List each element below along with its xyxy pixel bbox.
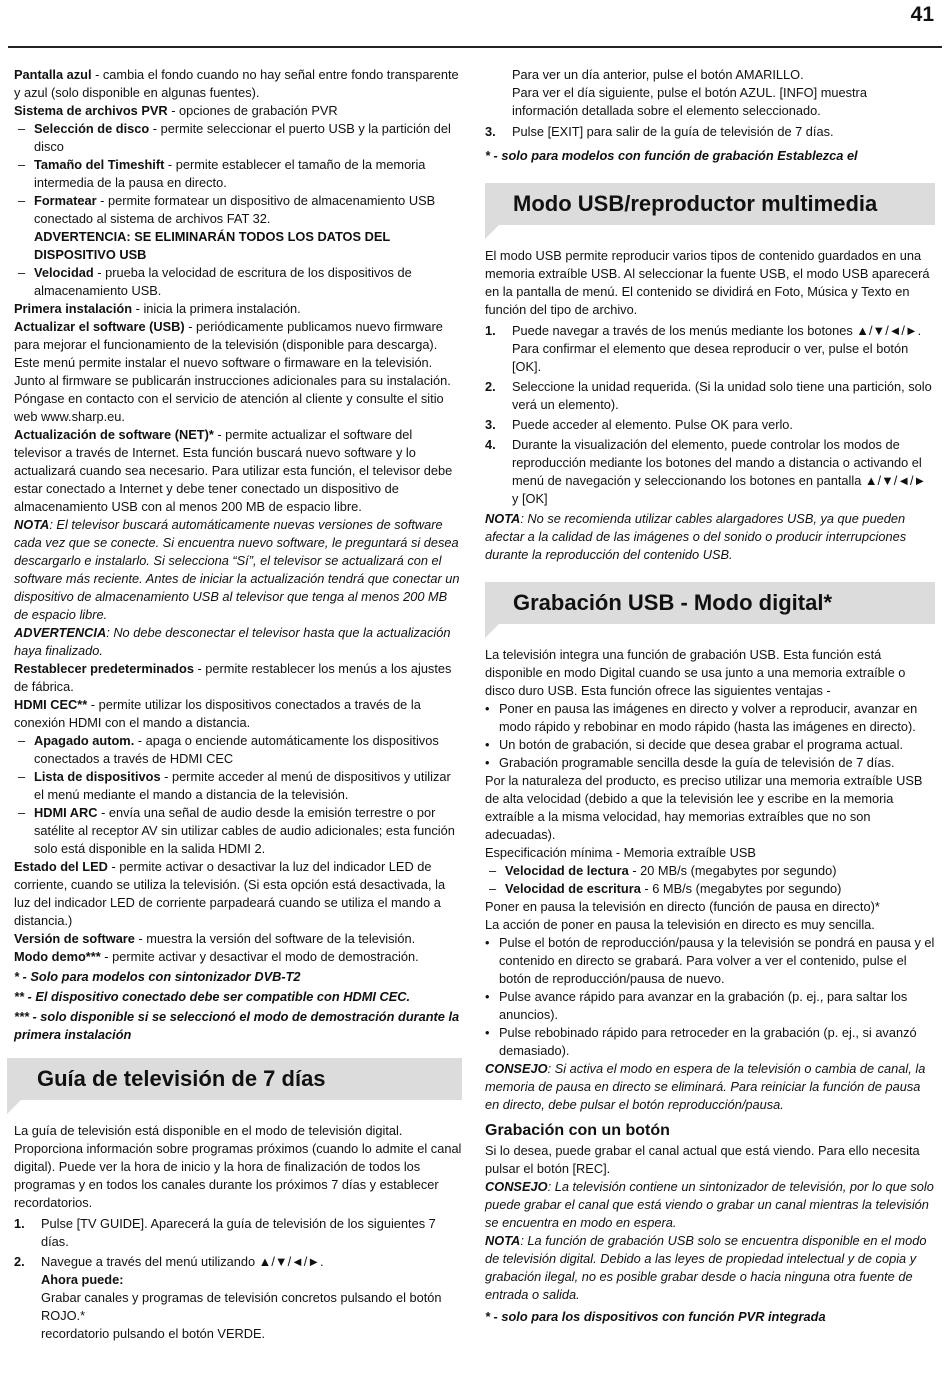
footnote-2: ** - El dispositivo conectado debe ser compatible con HDMI CEC. <box>14 989 411 1004</box>
rec-bullet-3: • Grabación programable sencilla desde la guía de televisión de 7 días. <box>485 755 895 770</box>
section-heading-usb-recording: Grabación USB - Modo digital* <box>485 582 935 624</box>
speed-subitem: – Velocidad - prueba la velocidad de escritura de los dispositivos de almacenamiento USB. <box>18 265 412 298</box>
hdmi-arc-subitem: – HDMI ARC - envía una señal de audio desde la emisión terrestre o por satélite al receptor AV sin utilizar cables de audio adicionales; esta función solo está disponible en la salida HDMI 2. <box>18 805 455 856</box>
pause-bullet-2: • Pulse avance rápido para avanzar en la grabación (p. ej., para saltar los anuncios). <box>485 989 908 1022</box>
guide-yellow-line: Para ver un día anterior, pulse el botón AMARILLO. <box>512 67 804 82</box>
live-pause-desc: La acción de poner en pausa la televisión en directo es muy sencilla. <box>485 917 875 932</box>
left-column <box>14 66 462 1345</box>
led-status-item: Estado del LED - permite activar o desactivar la luz del indicador LED de corriente, cuando se utiliza la televisión. (Si esta opción está desactivada, la luz del indicador LED de corriente parpadeará cuando se utiliza el mando a distancia.) <box>14 859 446 928</box>
rec-intro: La televisión integra una función de grabación USB. Esta función está disponible en modo Digital cuando se usa junto a una memoria extraíble o disco duro USB. Esta función ofrece las siguientes ventajas - <box>485 647 906 698</box>
one-button-desc: Si lo desea, puede grabar el canal actual que está viendo. Para ello necesita pulsar el botón [REC]. <box>485 1143 920 1176</box>
auto-off-subitem: – Apagado autom. - apaga o enciende automáticamente los dispositivos conectados a través de HDMI CEC <box>18 733 439 766</box>
pvr-file-system-item: Sistema de archivos PVR - opciones de grabación PVR <box>14 103 338 118</box>
pvr-footnote: * - solo para los dispositivos con función PVR integrada <box>485 1309 826 1324</box>
min-spec: Especificación mínima - Memoria extraíble USB <box>485 845 756 860</box>
disk-select-subitem: – Selección de disco - permite seleccionar el puerto USB y la partición del disco <box>18 121 451 154</box>
usb-step-4: 4. Durante la visualización del elemento, puede controlar los modos de reproducción mediante los botones del mando a distancia o activando el menú de navegación y seleccionando los botones en pantalla ▲/▼/◄/► y [OK] <box>485 437 927 506</box>
tv-guide-intro: La guía de televisión está disponible en el modo de televisión digital. Proporciona información sobre programas próximos (cuando lo admite el canal digital). Puede ver la hora de inicio y la hora de finalización de todos los programas y en todos los canales durante los próximos 7 días y establecer recordatorios. <box>14 1123 462 1210</box>
footnote-1: * - Solo para modelos con sintonizador DVB-T2 <box>14 969 301 984</box>
usb-intro: El modo USB permite reproducir varios tipos de contenido guardados en una memoria extraíble USB. Al seleccionar la fuente USB, el modo USB aparecerá en la pantalla de menú. El contenido se dividirá en Foto, Música y Texto en función del tipo de archivo. <box>485 248 930 317</box>
rec-usb-requirement: Por la naturaleza del producto, es preciso utilizar una memoria extraíble USB de alta velocidad (debido a que la televisión lee y escribe en la memoria extraíble a la misma velocidad, hay memorias extraíbles que no son adecuadas). <box>485 773 923 842</box>
timeshift-size-subitem: – Tamaño del Timeshift - permite establecer el tamaño de la memoria intermedia de la pausa en directo. <box>18 157 426 190</box>
software-version-item: Versión de software - muestra la versión del software de la televisión. <box>14 931 416 946</box>
usb-step-1: 1. Puede navegar a través de los menús mediante los botones ▲/▼/◄/►. Para confirmar el elemento que desea reproducir o ver, pulse el botón [OK]. <box>485 323 922 374</box>
format-warning: ADVERTENCIA: SE ELIMINARÁN TODOS LOS DATOS DEL DISPOSITIVO USB <box>34 229 390 262</box>
tv-guide-step-2: 2. Navegue a través del menú utilizando ▲/▼/◄/►. Ahora puede: Grabar canales y programas de televisión concretos pulsando el botón ROJO.* recordatorio pulsando el botón VERDE. <box>14 1254 442 1341</box>
blue-screen-item: Pantalla azul - cambia el fondo cuando no hay señal entre fondo transparente y azul (solo disponible en algunas fuentes). <box>14 67 459 100</box>
format-subitem: – Formatear - permite formatear un dispositivo de almacenamiento USB conectado al sistema de archivos FAT 32. <box>18 193 436 226</box>
section-heading-tv-guide: Guía de televisión de 7 días <box>7 1058 462 1100</box>
net-update-item: Actualización de software (NET)* - permite actualizar el software del televisor a través de Internet. Esta función buscará nuevo software y lo actualizará cuando sea necesario. Para utilizar esta función, el televisor debe estar conectado a Internet y debe tener conectado un dispositivo de almacenamiento USB con al menos 200 MB de espacio libre. <box>14 427 453 514</box>
tip-1: CONSEJO: Si activa el modo en espera de la televisión o cambia de canal, la memoria de pausa en directo se eliminará. Para reiniciar la función de pausa en directo, debe pulsar el botón reproducción/pausa. <box>485 1061 926 1112</box>
header-rule <box>8 46 942 48</box>
first-install-item: Primera instalación - inicia la primera instalación. <box>14 301 301 316</box>
footnote-3: *** - solo disponible si se seleccionó el modo de demostración durante la primera instalación <box>14 1009 460 1042</box>
rec-bullet-1: • Poner en pausa las imágenes en directo y volver a reproducir, avanzar en modo rápido y rebobinar en modo rápido (hasta las imágenes en directo). <box>485 701 918 734</box>
rec-bullet-2: • Un botón de grabación, si decide que desea grabar el programa actual. <box>485 737 904 752</box>
update-warning: ADVERTENCIA: No debe desconectar el televisor hasta que la actualización haya finalizado. <box>14 625 451 658</box>
hdmi-cec-item: HDMI CEC** - permite utilizar los dispositivos conectados a través de la conexión HDMI con el mando a distancia. <box>14 697 421 730</box>
device-list-subitem: – Lista de dispositivos - permite acceder al menú de dispositivos y utilizar el menú mediante el mando a distancia de la televisión. <box>18 769 451 802</box>
tip-2: CONSEJO: La televisión contiene un sintonizador de televisión, por lo que solo puede grabar el canal que está viendo o grabar un canal mientras la televisión se encuentra en modo en espera. <box>485 1179 934 1230</box>
demo-mode-item: Modo demo*** - permite activar y desactivar el modo de demostración. <box>14 949 419 964</box>
update-note: NOTA: El televisor buscará automáticamente nuevas versiones de software cada vez que se conecte. Si encuentra nuevo software, le preguntará si desea descargarlo e instalarlo. Si selecciona “Sí”, el televisor se actualizará con el software más reciente. Antes de iniciar la actualización tendrá que conectar un dispositivo de almacenamiento USB al televisor que tenga al menos 200 MB de espacio libre. <box>14 517 460 622</box>
reset-defaults-item: Restablecer predeterminados - permite restablecer los menús a los ajustes de fábrica. <box>14 661 452 694</box>
read-speed: – Velocidad de lectura - 20 MB/s (megabytes por segundo) <box>489 863 837 878</box>
pause-bullet-1: • Pulse el botón de reproducción/pausa y la televisión se pondrá en pausa y el contenido en directo se grabará. Para volver a ver el contenido, pulse el botón de reproducción/pausa de nuevo. <box>485 935 935 986</box>
live-pause-title: Poner en pausa la televisión en directo (función de pausa en directo)* <box>485 899 880 914</box>
page-number: 41 <box>910 3 934 26</box>
usb-update-item: Actualizar el software (USB) - periódicamente publicamos nuevo firmware para mejorar el funcionamiento de la televisión (disponible para descarga). Este menú permite instalar el nuevo software o firmaware en la televisión. Junto al firmware se publicarán instrucciones adicionales para su instalación. Póngase en contacto con el servicio de atención al cliente y consulte el sitio web www.sharp.eu. <box>14 319 451 424</box>
usb-step-3: 3. Puede acceder al elemento. Pulse OK para verlo. <box>485 417 793 432</box>
right-column <box>485 66 935 1326</box>
rec-note: NOTA: La función de grabación USB solo se encuentra disponible en el modo de televisión digital. Debido a las leyes de propiedad intelectual y de copia y grabación ilegal, no es posible grabar desde o hacia ninguna otra fuente de entrada o salida. <box>485 1233 927 1302</box>
usb-note: NOTA: No se recomienda utilizar cables alargadores USB, ya que pueden afectar a la calidad de las imágenes o del sonido o producir interrupciones durante la reproducción del contenido USB. <box>485 511 907 562</box>
section-heading-usb-mode: Modo USB/reproductor multimedia <box>485 183 935 225</box>
tv-guide-step-3: 3. Pulse [EXIT] para salir de la guía de televisión de 7 días. <box>485 124 834 139</box>
pause-bullet-3: • Pulse rebobinado rápido para retroceder en la grabación (p. ej., si avanzó demasiado). <box>485 1025 917 1058</box>
usb-step-2: 2. Seleccione la unidad requerida. (Si la unidad solo tiene una partición, solo verá un elemento). <box>485 379 932 412</box>
write-speed: – Velocidad de escritura - 6 MB/s (megabytes por segundo) <box>489 881 842 896</box>
guide-blue-line: Para ver el día siguiente, pulse el botón AZUL. [INFO] muestra información detallada sobre el elemento seleccionado. <box>512 85 867 118</box>
guide-footnote: * - solo para modelos con función de grabación Establezca el <box>485 148 858 163</box>
tv-guide-step-1: 1. Pulse [TV GUIDE]. Aparecerá la guía de televisión de los siguientes 7 días. <box>14 1216 436 1249</box>
one-button-heading: Grabación con un botón <box>485 1122 670 1139</box>
